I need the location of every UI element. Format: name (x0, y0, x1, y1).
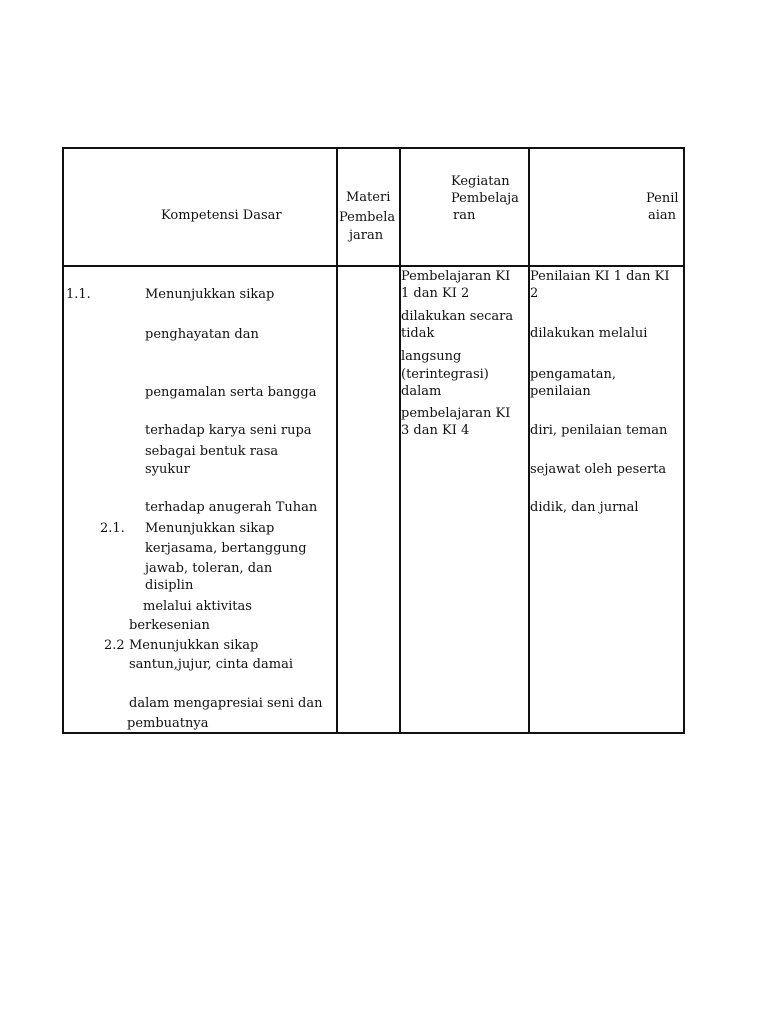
header-penilaian-line-1: Penil (646, 191, 679, 206)
penilaian-line: dilakukan melalui (530, 326, 648, 341)
header-materi-line-3: jaran (349, 228, 384, 243)
kd-line: pengamalan serta bangga (145, 385, 317, 400)
header-kompetensi-dasar: Kompetensi Dasar (161, 208, 282, 223)
header-kegiatan-line-3: ran (453, 208, 476, 223)
kegiatan-line: tidak (401, 326, 435, 341)
header-materi-line-1: Materi (346, 190, 391, 205)
kd-line: Menunjukkan sikap (145, 521, 275, 536)
kegiatan-line: dilakukan secara (401, 309, 514, 324)
kegiatan-line: (terintegrasi) (401, 367, 489, 382)
kd-line: berkesenian (129, 618, 210, 633)
penilaian-line: 2 (530, 286, 539, 301)
penilaian-line: didik, dan jurnal (530, 500, 639, 515)
kegiatan-line: 3 dan KI 4 (401, 423, 470, 438)
kd-line: melalui aktivitas (143, 599, 252, 614)
competency-table (62, 147, 685, 734)
column-divider (528, 149, 530, 732)
penilaian-line: penilaian (530, 384, 591, 399)
kd-line: santun,jujur, cinta damai (129, 657, 293, 672)
kd-line: kerjasama, bertanggung (145, 541, 307, 556)
kd-line: jawab, toleran, dan (145, 561, 273, 576)
kd-line: Menunjukkan sikap (129, 638, 259, 653)
kd-line: sebagai bentuk rasa (145, 444, 279, 459)
kd-line: syukur (145, 462, 190, 477)
kegiatan-line: langsung (401, 349, 462, 364)
column-divider (336, 149, 338, 732)
kegiatan-line: Pembelajaran KI (401, 269, 511, 284)
column-divider (399, 149, 401, 732)
penilaian-line: diri, penilaian teman (530, 423, 668, 438)
kegiatan-line: pembelajaran KI (401, 406, 511, 421)
penilaian-line: pengamatan, (530, 367, 617, 382)
kd-number-2-2: 2.2 (104, 638, 125, 653)
header-divider (64, 265, 683, 267)
kd-line: Menunjukkan sikap (145, 287, 275, 302)
kd-number-1-1: 1.1. (66, 287, 91, 302)
kd-line: penghayatan dan (145, 327, 259, 342)
header-penilaian-line-2: aian (648, 208, 677, 223)
header-kegiatan-line-1: Kegiatan (451, 174, 510, 189)
kd-number-2-1: 2.1. (100, 521, 125, 536)
kd-line: pembuatnya (127, 716, 209, 731)
kd-line: dalam mengapresiai seni dan (129, 696, 323, 711)
kegiatan-line: dalam (401, 384, 442, 399)
kegiatan-line: 1 dan KI 2 (401, 286, 470, 301)
kd-line: terhadap anugerah Tuhan (145, 500, 318, 515)
header-kegiatan-line-2: Pembelaja (451, 191, 519, 206)
header-materi-line-2: Pembela (339, 210, 396, 225)
penilaian-line: sejawat oleh peserta (530, 462, 667, 477)
kd-line: disiplin (145, 578, 194, 593)
penilaian-line: Penilaian KI 1 dan KI (530, 269, 670, 284)
kd-line: terhadap karya seni rupa (145, 423, 312, 438)
